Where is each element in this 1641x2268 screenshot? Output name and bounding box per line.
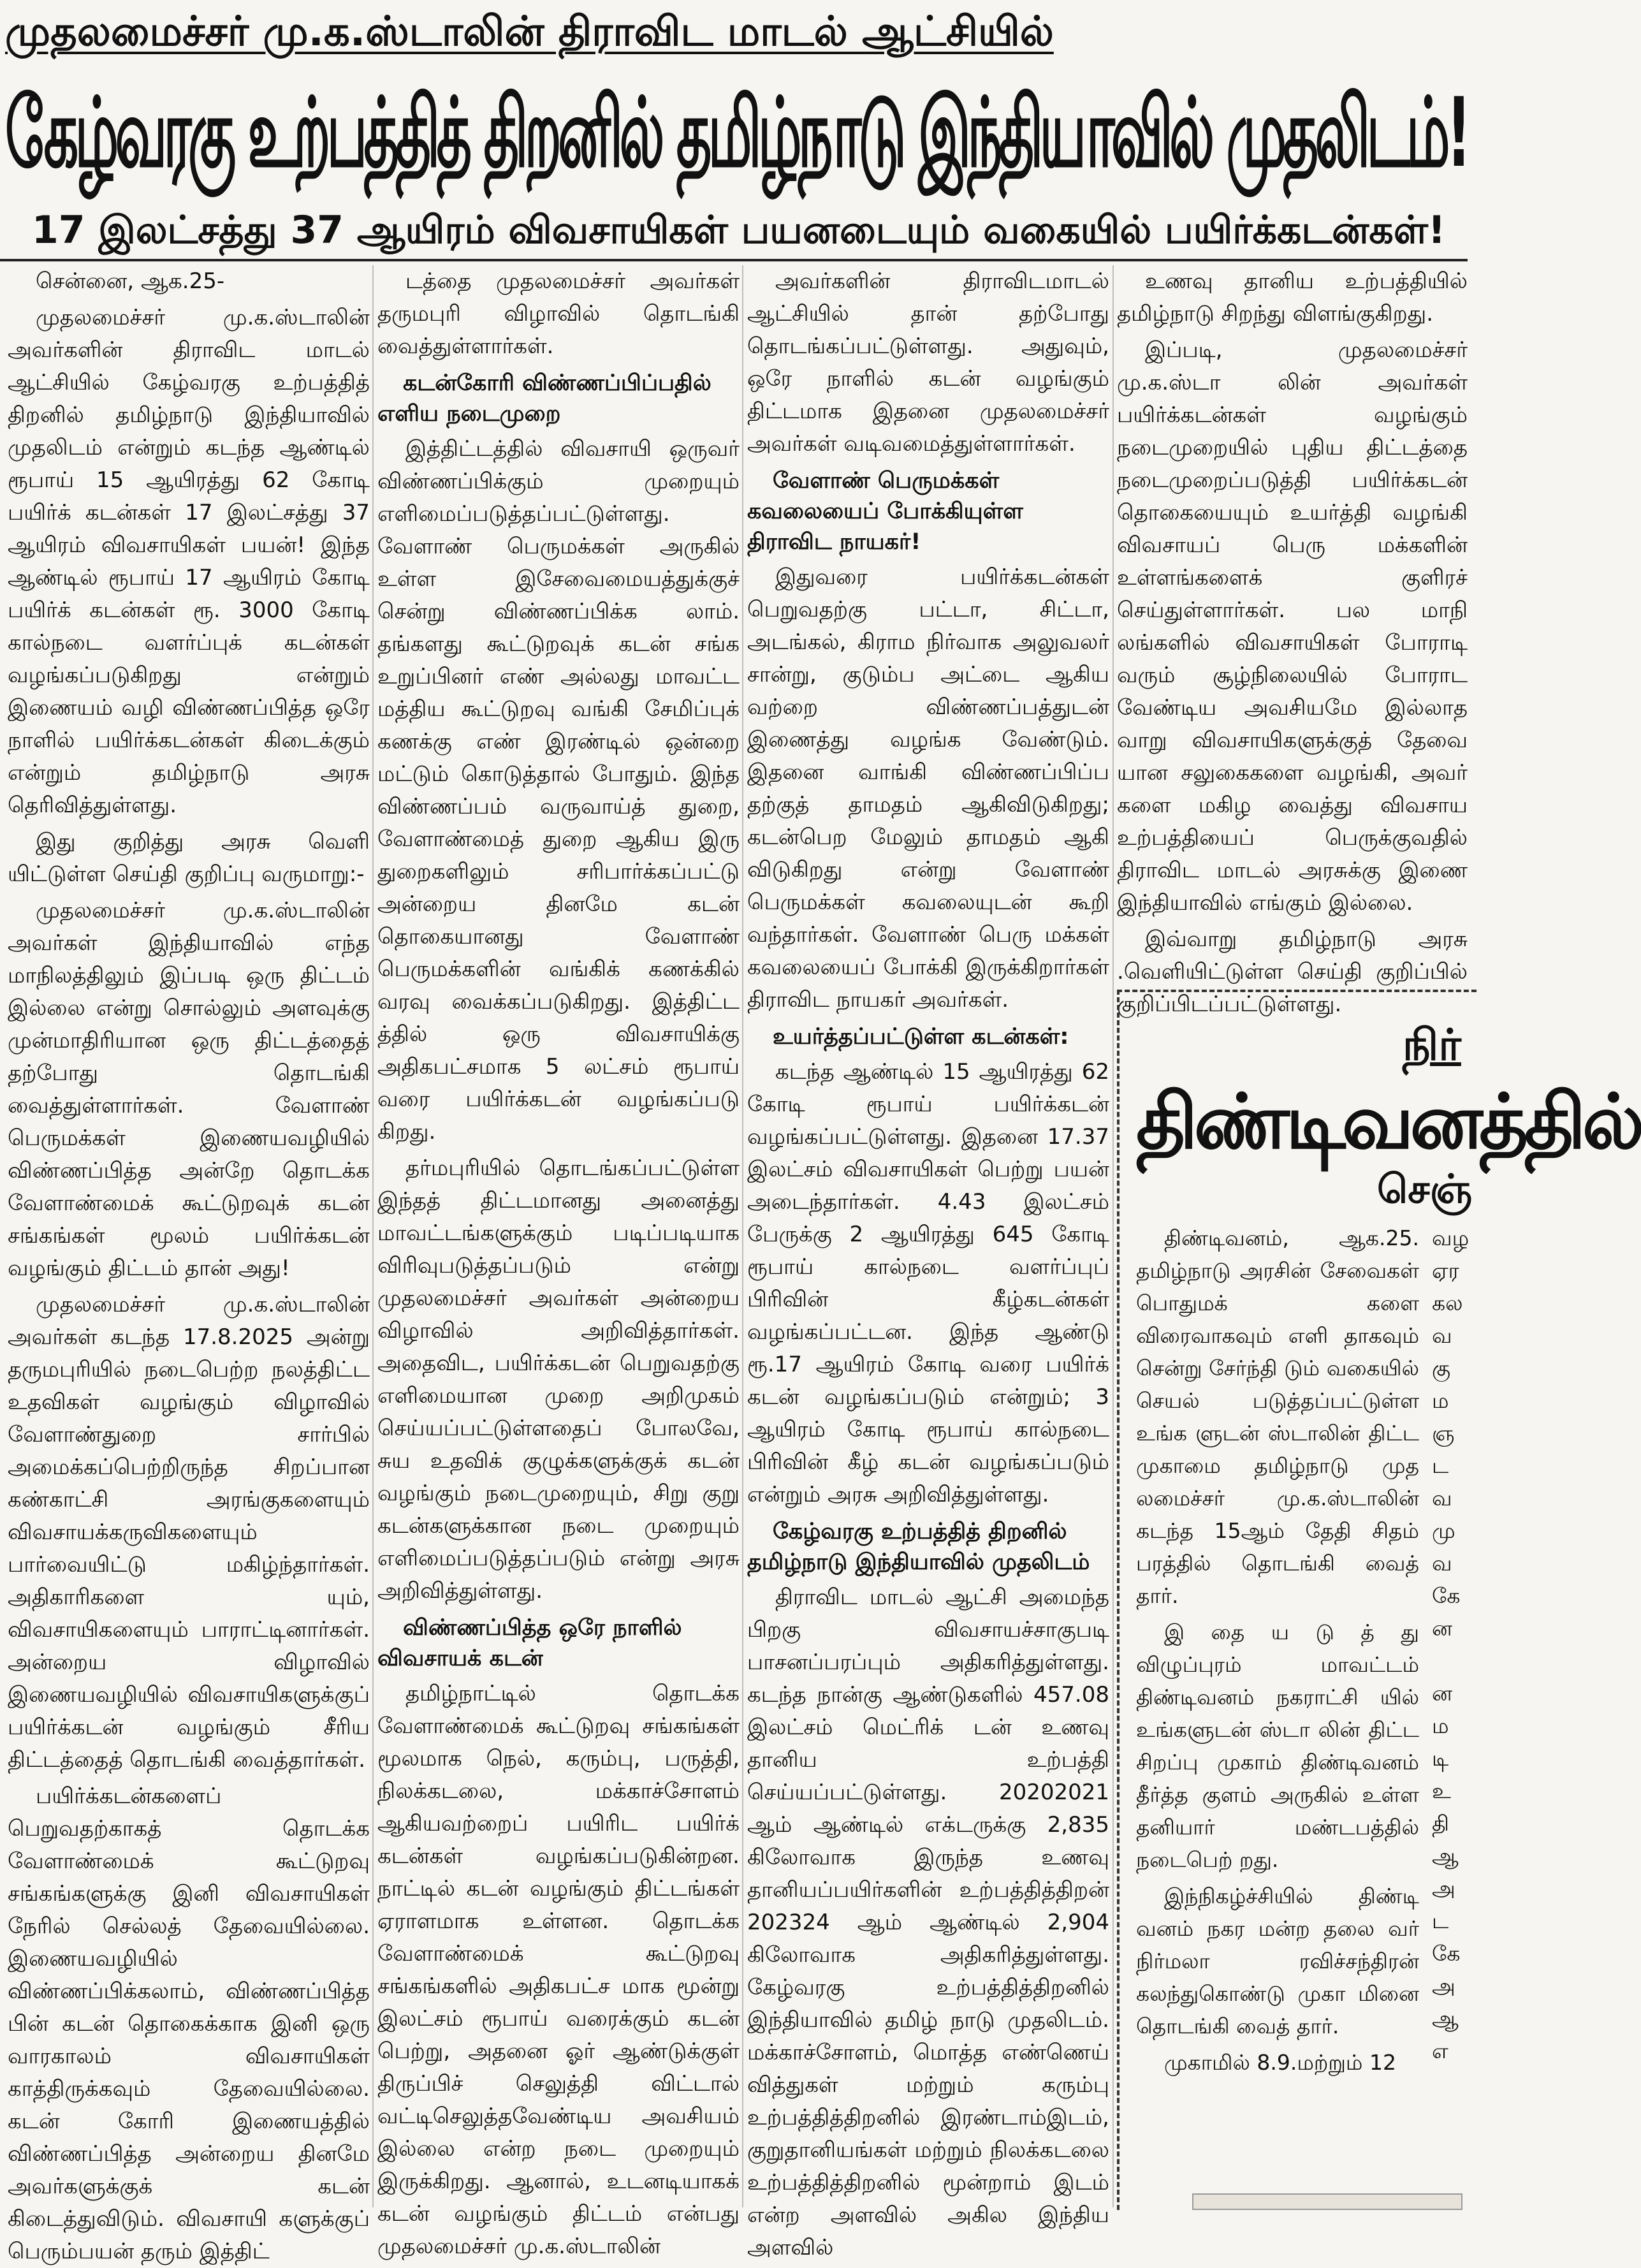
- paragraph: டத்தை முதலமைச்சர் அவர்கள் தருமபுரி விழாவில் தொடங்கி வைத்துள்ளார்கள்.: [377, 268, 740, 359]
- paragraph: இ தை ய டு த் து விழுப்புரம் மாவட்டம் திண்டிவனம் நகராட்சி யில் உங்களுடன் ஸ்டா லின் திட்ட சிறப்பு முகாம் திண்டிவனம் தீர்த்த குளம் அருகில் உள்ள தனியார் மண்டபத்தில் நடைபெற் றது.: [1136, 1620, 1419, 1872]
- paragraph: திண்டிவனம், ஆக.25. தமிழ்நாடு அரசின் சேவைகள் பொதுமக் களை விரைவாகவும் எளி தாகவும் சென்று சேர்ந்தி டும் வகையில் செயல் படுத்தப்பட்டுள்ள உங்க ளுடன் ஸ்டாலின் திட்ட முகாமை தமிழ்நாடு முத லமைச்சர் மு.க.ஸ்டாலின் கடந்த 15ஆம் தேதி சிதம் பரத்தில் தொடங்கி வைத் தார்.: [1136, 1225, 1419, 1608]
- paragraph: முதலமைச்சர் மு.க.ஸ்டாலின் அவர்களின் திராவிட மாடல் ஆட்சியில் கேழ்வரகு உற்பத்தித் திறனில் தமிழ்நாடு இந்தியாவில் முதலிடம் என்றும் கடந்த ஆண்டில் ரூபாய் 15 ஆயிரத்து 62 கோடி பயிர்க் கடன்கள் 17 இலட்சத்து 37 ஆயிரம் விவசாயிகள் பயன்! இந்த ஆண்டில் ரூபாய் 17 ஆயிரம் கோடி பயிர்க் கடன்கள் ரூ. 3000 கோடி கால்நடை வளர்ப்புக் கடன்கள் வழங்கப்படுகிறது என்றும் இணையம் வழி விண்ணப்பித்த ஒரே நாளில் பயிர்க்கடன்கள் கிடைக்கும் என்றும் தமிழ்நாடு அரசு தெரிவித்துள்ளது.: [8, 305, 370, 818]
- column-separator: [372, 265, 374, 2207]
- second-story-kicker: நிர்: [1403, 1020, 1461, 1071]
- text-fragment: கே: [1432, 1583, 1461, 1608]
- text-fragment: கே: [1432, 1941, 1461, 1966]
- text-fragment: ன: [1432, 1616, 1453, 1641]
- text-fragment: வ: [1432, 1323, 1452, 1348]
- paragraph: இந்நிகழ்ச்சியில் திண்டி வனம் நகர மன்ற தலை வர் நிர்மலா ரவிச்சந்திரன் கலந்துகொண்டு முகா மினை தொடங்கி வைத் தார்.: [1136, 1884, 1419, 2038]
- dateline: சென்னை, ஆக.25-: [36, 268, 225, 294]
- paragraph: இவ்வாறு தமிழ்நாடு அரசு .வெளியிட்டுள்ள செய்தி குறிப்பில் குறிப்பிடப்பட்டுள்ளது.: [1117, 926, 1468, 1017]
- text-fragment: கு: [1432, 1356, 1451, 1380]
- text-fragment: ஆ: [1432, 1843, 1459, 1868]
- section-heading: கேழ்வரகு உற்பத்தித் திறனில் தமிழ்நாடு இந்தியாவில் முதலிடம்: [747, 1519, 1090, 1575]
- main-headline: கேழ்வரகு உற்பத்தித் திறனில் தமிழ்நாடு இந்தியாவில் முதலிடம்!: [5, 78, 1468, 189]
- paragraph: முகாமில் 8.9.மற்றும் 12: [1164, 2050, 1396, 2075]
- paragraph: உணவு தானிய உற்பத்தியில் தமிழ்நாடு சிறந்து விளங்குகிறது.: [1117, 268, 1468, 326]
- text-fragment: ட: [1432, 1453, 1449, 1478]
- text-fragment: ம: [1432, 1388, 1449, 1413]
- paragraph: இப்படி, முதலமைச்சர் மு.க.ஸ்டா லின் அவர்கள் பயிர்க்கடன்கள் வழங்கும் நடைமுறையில் புதிய திட்டத்தை நடைமுறைப்படுத்தி பயிர்க்கடன் தொகையையும் உயர்த்தி வழங்கி விவசாயப் பெரு மக்களின் உள்ளங்களைக் குளிரச் செய்துள்ளார்கள். பல மாநி லங்களில் விவசாயிகள் போராடி வரும் சூழ்நிலையில் போராட வேண்டிய அவசியமே இல்லாத வாறு விவசாயிகளுக்குத் தேவை யான சலுகைகளை வழங்கி, அவர் களை மகிழ வைத்து விவசாய உற்பத்தியைப் பெருக்குவதில் திராவிட மாடல் அரசுக்கு இணை இந்தியாவில் எங்கும் இல்லை.: [1117, 337, 1468, 916]
- second-story-title: திண்டிவனத்தில்: [1136, 1078, 1641, 1166]
- text-fragment: [1432, 1644, 1468, 1677]
- text-fragment: ஞ: [1432, 1421, 1455, 1445]
- text-fragment: அ: [1432, 1973, 1455, 1998]
- paragraph: இத்திட்டத்தில் விவசாயி ஒருவர் விண்ணப்பிக்கும் முறையும் எளிமைப்படுத்தப்பட்டுள்ளது. வேளாண் பெருமக்கள் அருகில் உள்ள இசேவைமையத்துக்குச் சென்று விண்ணப்பிக்க லாம். தங்களது கூட்டுறவுக் கடன் சங்க உறுப்பினர் எண் அல்லது மாவட்ட மத்திய கூட்டுறவு வங்கி சேமிப்புக் கணக்கு எண் இரண்டில் ஒன்றை மட்டும் கொடுத்தால் போதும். இந்த விண்ணப்பம் வருவாய்த் துறை, வேளாண்மைத் துறை ஆகிய இரு துறைகளிலும் சரிபார்க்கப்பட்டு அன்றைய தினமே கடன் தொகையானது வேளாண் பெருமக்களின் வங்கிக் கணக்கில் வரவு வைக்கப்படுகிறது. இத்திட்ட த்தில் ஒரு விவசாயிக்கு அதிகபட்சமாக 5 லட்சம் ரூபாய் வரை பயிர்க்கடன் வழங்கப்படு கிறது.: [377, 436, 740, 1145]
- section-heading: விண்ணப்பித்த ஒரே நாளில் விவசாயக் கடன்: [377, 1615, 682, 1671]
- text-fragment: வ: [1432, 1486, 1452, 1511]
- column-separator: [742, 265, 743, 2207]
- paragraph: கடந்த ஆண்டில் 15 ஆயிரத்து 62 கோடி ரூபாய் பயிர்க்கடன் வழங்கப்பட்டுள்ளது. இதனை 17.37 இலட்சம் விவசாயிகள் பெற்று பயன் அடைந்தார்கள். 4.43 இலட்சம் பேருக்கு 2 ஆயிரத்து 645 கோடி ரூபாய் கால்நடை வளர்ப்புப் பிரிவின் கீழ்கடன்கள் வழங்கப்பட்டன. இந்த ஆண்டு ரூ.17 ஆயிரம் கோடி வரை பயிர்க் கடன் வழங்கப்படும் என்றும்; 3 ஆயிரம் கோடி ரூபாய் கால்நடை பிரிவின் கீழ் கடன் வழங்கப்படும் என்றும் அரசு அறிவித்துள்ளது.: [747, 1059, 1109, 1507]
- text-fragment: எ: [1432, 2038, 1448, 2063]
- text-fragment: உ: [1432, 1778, 1451, 1803]
- text-fragment: கல: [1432, 1291, 1463, 1315]
- text-fragment: ட: [1432, 1908, 1449, 1933]
- text-fragment: மு: [1432, 1518, 1455, 1543]
- text-fragment: ம: [1432, 1713, 1449, 1738]
- section-heading: வேளாண் பெருமக்கள் கவலையைப் போக்கியுள்ள திராவிட நாயகர்!: [747, 468, 1023, 555]
- text-fragment: ஆ: [1432, 2006, 1459, 2031]
- paragraph: முதலமைச்சர் மு.க.ஸ்டாலின் அவர்கள் இந்தியாவில் எந்த மாநிலத்திலும் இப்படி ஒரு திட்டம் இல்லை என்று சொல்லும் அளவுக்கு முன்மாதிரியான ஒரு திட்டத்தைத் தற்போது தொடங்கி வைத்துள்ளார்கள். வேளாண் பெருமக்கள் இணையவழியில் விண்ணப்பித்த அன்றே தொடக்க வேளாண்மைக் கூட்டுறவுக் கடன் சங்கங்கள் மூலம் பயிர்க்கடன் வழங்கும் திட்டம் தான் அது!: [8, 898, 370, 1281]
- paragraph: திராவிட மாடல் ஆட்சி அமைந்த பிறகு விவசாயச்சாகுபடி பாசனப்பரப்பும் அதிகரித்துள்ளது. கடந்த நான்கு ஆண்டுகளில் 457.08 இலட்சம் மெட்ரிக் டன் உணவு தானிய உற்பத்தி செய்யப்பட்டுள்ளது. 20202021 ஆம் ஆண்டில் எக்டருக்கு 2,835 கிலோவாக இருந்த உணவு தானியப்பயிர்களின் உற்பத்தித்திறன் 202324 ஆம் ஆண்டில் 2,904 கிலோவாக அதிகரித்துள்ளது. கேழ்வரகு உற்பத்தித்திறனில் இந்தியாவில் தமிழ் நாடு முதலிடம். மக்காச்சோளம், மொத்த எண்ணெய் வித்துகள் மற்றும் கரும்பு உற்பத்தித்திறனில் இரண்டாம்இடம், குறுதானியங்கள் மற்றும் நிலக்கடலை உற்பத்தித்திறனில் மூன்றாம் இடம் என்ற அளவில் அகில இந்திய அளவில்: [747, 1584, 1109, 2260]
- kicker-headline: முதலமைச்சர் மு.க.ஸ்டாலின் திராவிட மாடல் ஆட்சியில்: [5, 8, 1054, 55]
- paragraph: அவர்களின் திராவிடமாடல் ஆட்சியில் தான் தற்போது தொடங்கப்பட்டுள்ளது. அதுவும், ஒரே நாளில் கடன் வழங்கும் திட்டமாக இதனை முதலமைச்சர் அவர்கள் வடிவமைத்துள்ளார்கள்.: [747, 268, 1109, 457]
- paragraph: பயிர்க்கடன்களைப் பெறுவதற்காகத் தொடக்க வேளாண்மைக் கூட்டுறவு சங்கங்களுக்கு இனி விவசாயிகள் நேரில் செல்லத் தேவையில்லை. இணையவழியில் விண்ணப்பிக்கலாம், விண்ணப்பித்த பின் கடன் தொகைக்காக இனி ஒரு வாரகாலம் விவசாயிகள் காத்திருக்கவும் தேவையில்லை. கடன் கோரி இணையத்தில் விண்ணப்பித்த அன்றைய தினமே அவர்களுக்குக் கடன் கிடைத்துவிடும். விவசாயி களுக்குப் பெரும்பயன் தரும் இத்திட்: [8, 1783, 370, 2264]
- sub-headline: 17 இலட்சத்து 37 ஆயிரம் விவசாயிகள் பயனடையும் வகையில் பயிர்க்கடன்கள்!: [32, 208, 1446, 252]
- article-column-3: [747, 265, 1109, 2260]
- paragraph: தமிழ்நாட்டில் தொடக்க வேளாண்மைக் கூட்டுறவு சங்கங்கள் மூலமாக நெல், கரும்பு, பருத்தி, நிலக்கடலை, மக்காச்சோளம் ஆகியவற்றைப் பயிரிட பயிர்க் கடன்கள் வழங்கப்படுகின்றன. நாட்டில் கடன் வழங்கும் திட்டங்கள் ஏராளமாக உள்ளன. தொடக்க வேளாண்மைக் கூட்டுறவு சங்கங்களில் அதிகபட்ச மாக மூன்று இலட்சம் ரூபாய் வரைக்கும் கடன் பெற்று, அதனை ஓர் ஆண்டுக்குள் திருப்பிச் செலுத்தி விட்டால் வட்டிசெலுத்தவேண்டிய அவசியம் இல்லை என்ற நடை முறையும் இருக்கிறது. ஆனால், உடனடியாகக் கடன் வழங்கும் திட்டம் என்பது முதலமைச்சர் மு.க.ஸ்டாலின்: [377, 1681, 740, 2259]
- article-column-2: [377, 265, 740, 2259]
- text-fragment: வழ: [1432, 1225, 1470, 1250]
- text-fragment: வ: [1432, 1551, 1452, 1576]
- section-heading: உயர்த்தப்பட்டுள்ள கடன்கள்:: [773, 1024, 1069, 1050]
- photo-placeholder: [1192, 2193, 1462, 2210]
- paragraph: தர்மபுரியில் தொடங்கப்பட்டுள்ள இந்தத் திட்டமானது அனைத்து மாவட்டங்களுக்கும் படிப்படியாக விரிவுபடுத்தப்படும் என்று முதலமைச்சர் அவர்கள் அன்றைய விழாவில் அறிவித்தார்கள். அதைவிட, பயிர்க்கடன் பெறுவதற்கு எளிமையான முறை அறிமுகம் செய்யப்பட்டுள்ளதைப் போலவே, சுய உதவிக் குழுக்களுக்குக் கடன் வழங்கும் நடைமுறையும், சிறு குறு கடன்களுக்கான நடை முறையும் எளிமைப்படுத்தப்படும் என்று அரசு அறிவித்துள்ளது.: [377, 1155, 740, 1604]
- text-fragment: ஏர: [1432, 1258, 1459, 1283]
- section-heading: கடன்கோரி விண்ணப்பிப்பதில் எளிய நடைமுறை: [377, 370, 711, 427]
- paragraph: முதலமைச்சர் மு.க.ஸ்டாலின் அவர்கள் கடந்த 17.8.2025 அன்று தருமபுரியில் நடைபெற்ற நலத்திட்ட உதவிகள் வழங்கும் விழாவில் வேளாண்துறை சார்பில் அமைக்கப்பெற்றிருந்த சிறப்பான கண்காட்சி அரங்குகளையும் விவசாயக்கருவிகளையும் பார்வையிட்டு மகிழ்ந்தார்கள். அதிகாரிகளை யும், விவசாயிகளையும் பாராட்டினார்கள். அன்றைய விழாவில் இணையவழியில் விவசாயிகளுக்குப் பயிர்க்கடன் வழங்கும் சீரிய திட்டத்தைத் தொடங்கி வைத்தார்கள்.: [8, 1292, 370, 1773]
- second-story-cut-column: [1432, 1222, 1468, 2191]
- article-column-1: [8, 265, 370, 2264]
- text-fragment: டி: [1432, 1746, 1449, 1771]
- header-rule: [0, 259, 1468, 261]
- column-separator: [1112, 265, 1114, 2207]
- text-fragment: ன: [1432, 1681, 1453, 1706]
- text-fragment: தி: [1432, 1811, 1450, 1836]
- second-story-subtitle: செஞ்: [1377, 1166, 1473, 1212]
- paragraph: இது குறித்து அரசு வெளி யிட்டுள்ள செய்தி குறிப்பு வருமாறு:-: [8, 829, 370, 887]
- second-story-body: [1136, 1222, 1419, 2191]
- text-fragment: அ: [1432, 1876, 1455, 1901]
- paragraph: இதுவரை பயிர்க்கடன்கள் பெறுவதற்கு பட்டா, சிட்டா, அடங்கல், கிராம நிர்வாக அலுவலர் சான்று, குடும்ப அட்டை ஆகிய வற்றை விண்ணப்பத்துடன் இணைத்து வழங்க வேண்டும். இதனை வாங்கி விண்ணப்பிப்ப தற்குத் தாமதம் ஆகிவிடுகிறது; கடன்பெற மேலும் தாமதம் ஆகி விடுகிறது என்று வேளாண் பெருமக்கள் கவலையுடன் கூறி வந்தார்கள். வேளாண் பெரு மக்கள் கவலையைப் போக்கி இருக்கிறார்கள் திராவிட நாயகர் அவர்கள்.: [747, 564, 1109, 1013]
